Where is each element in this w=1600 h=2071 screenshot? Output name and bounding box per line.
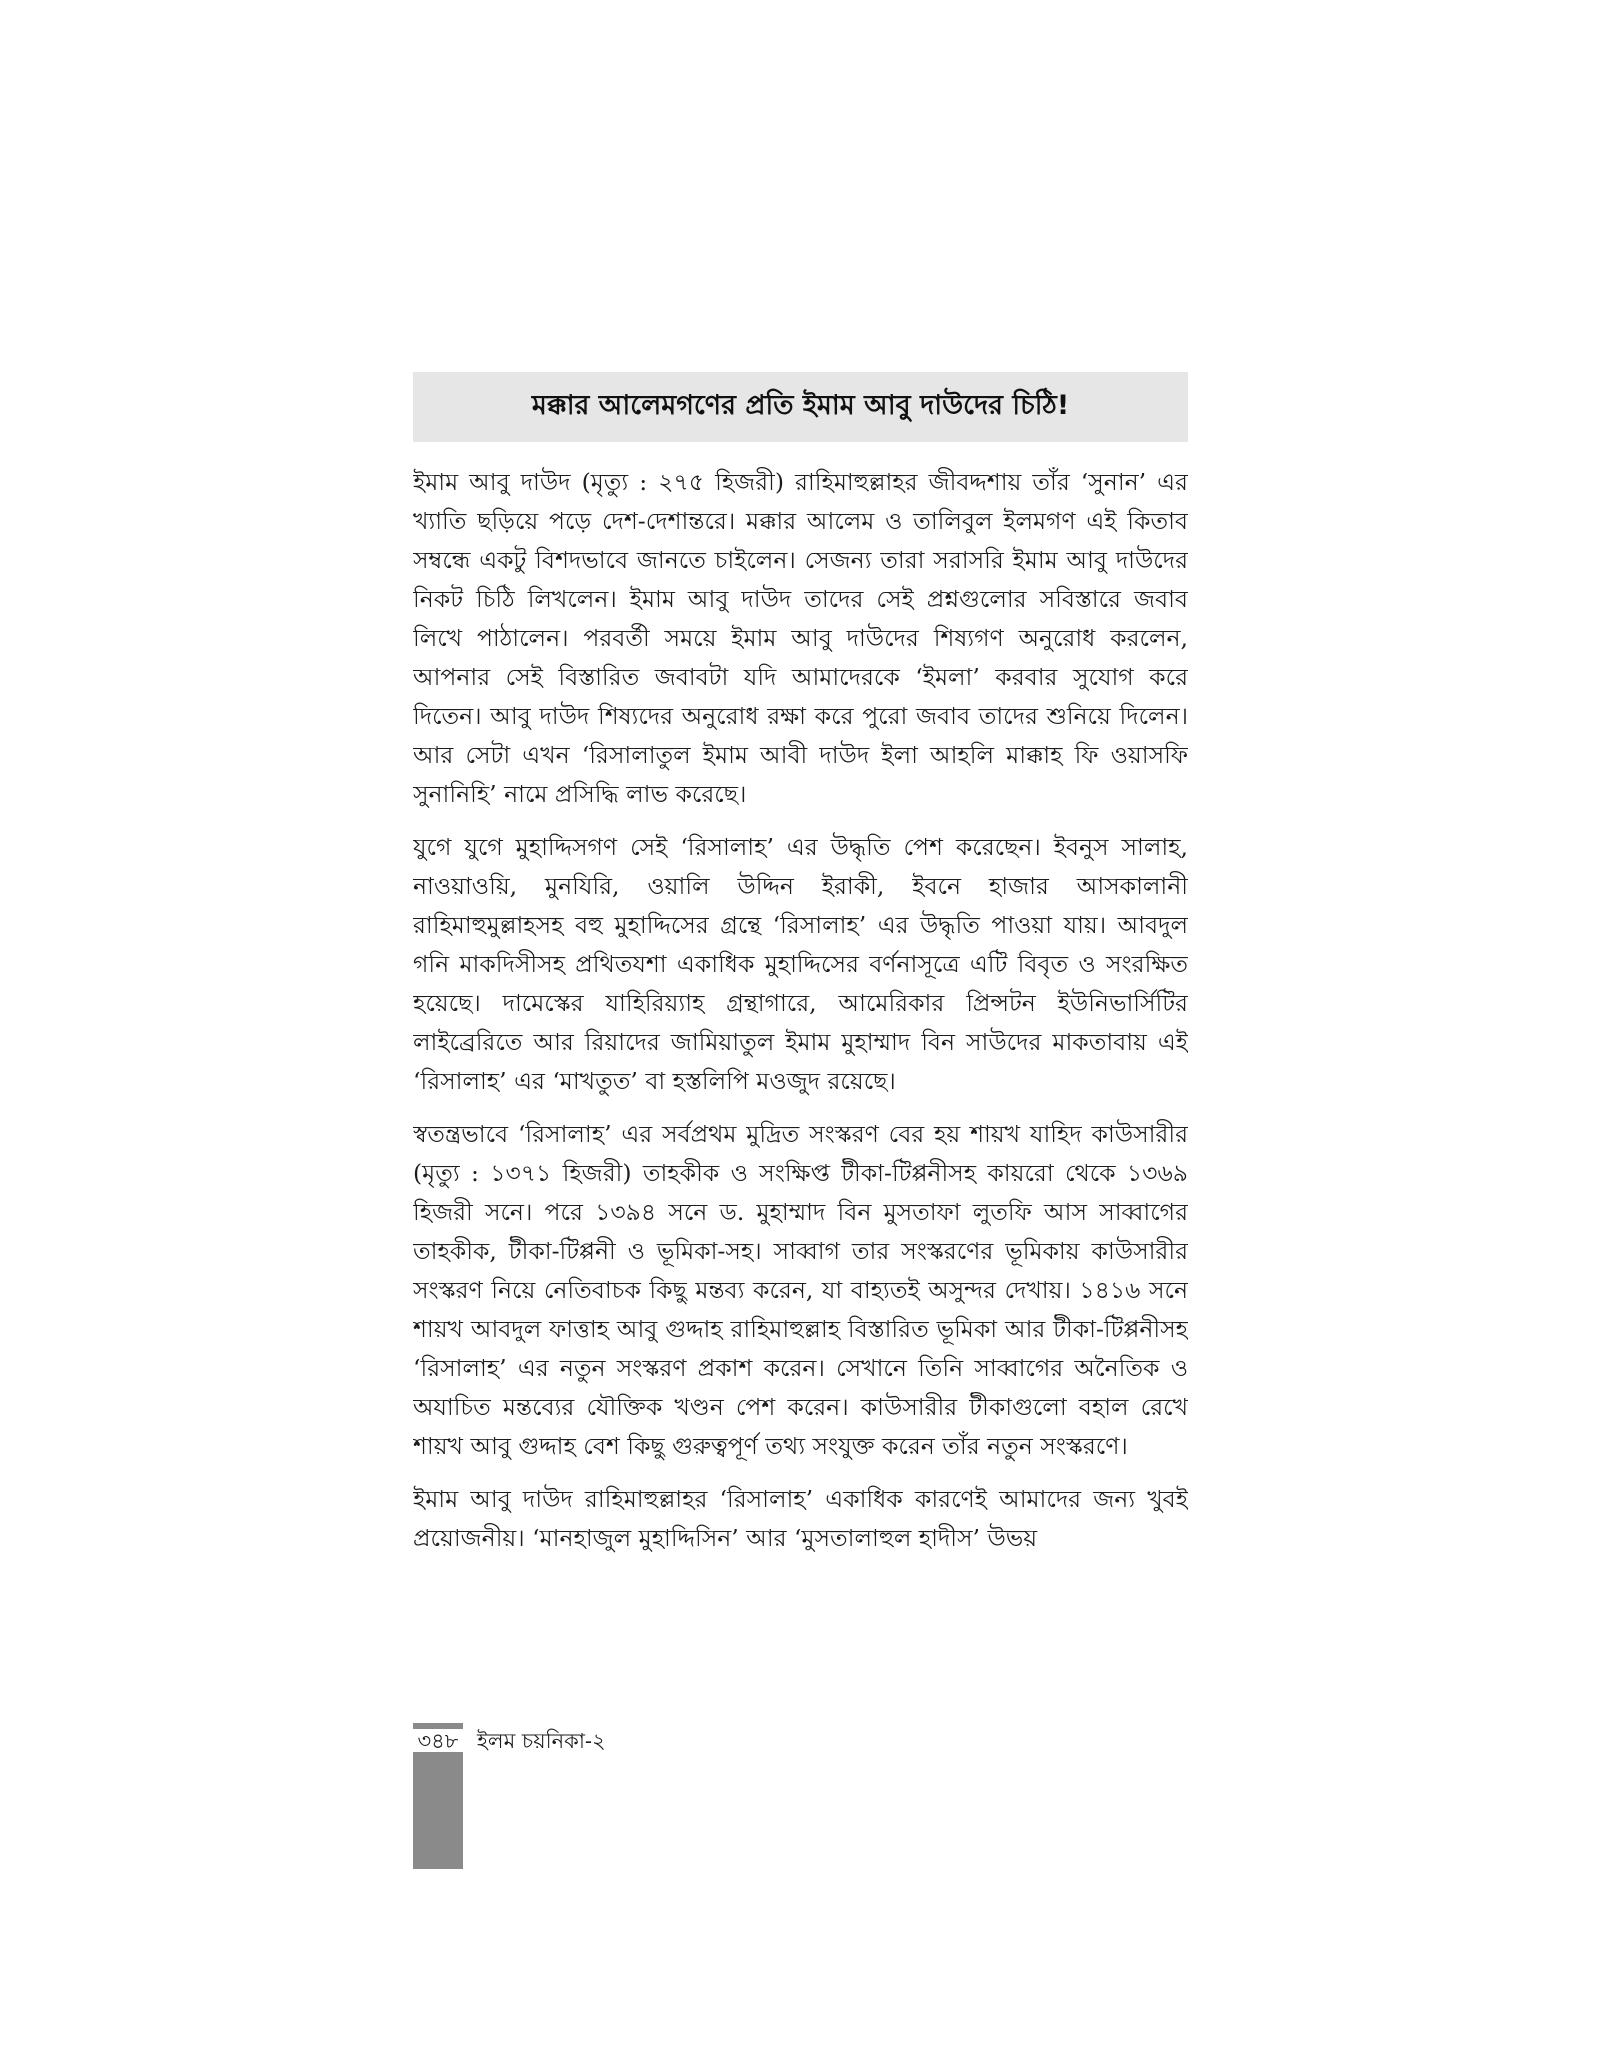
running-book-title: ইলম চয়নিকা-২	[477, 1728, 606, 1753]
page-number: ৩৪৮	[417, 1728, 459, 1753]
paragraph-4: ইমাম আবু দাউদ রাহিমাহুল্লাহর ‘রিসালাহ’ একাধিক কারণেই আমাদের জন্য খুবই প্রয়োজনীয়। ‘মানহাজুল মুহাদ্দিসিন’ আর ‘মুসতালাহুল হাদীস’ উভয়	[413, 1485, 1188, 1552]
chapter-title-banner	[413, 372, 1188, 442]
paragraph-3: স্বতন্ত্রভাবে ‘রিসালাহ’ এর সর্বপ্রথম মুদ্রিত সংস্করণ বের হয় শায়খ যাহিদ কাউসারীর (মৃত্যু : ১৩৭১ হিজরী) তাহকীক ও সংক্ষিপ্ত টীকা-টিপ্পনীসহ কায়রো থেকে ১৩৬৯ হিজরী সনে। পরে ১৩৯৪ সনে ড. মুহাম্মাদ বিন মুসতাফা লুতফি আস সাব্বাগের তাহকীক, টীকা-টিপ্পনী ও ভূমিকা-সহ। সাব্বাগ তার সংস্করণের ভূমিকায় কাউসারীর সংস্করণ নিয়ে নেতিবাচক কিছু মন্তব্য করেন, যা বাহ্যতই অসুন্দর দেখায়। ১৪১৬ সনে শায়খ আবদুল ফাত্তাহ আবু গুদ্দাহ রাহিমাহুল্লাহ বিস্তারিত ভূমিকা আর টীকা-টিপ্পনীসহ ‘রিসালাহ’ এর নতুন সংস্করণ প্রকাশ করেন। সেখানে তিনি সাব্বাগের অনৈতিক ও অযাচিত মন্তব্যের যৌক্তিক খণ্ডন পেশ করেন। কাউসারীর টীকাগুলো বহাল রেখে শায়খ আবু গুদ্দাহ বেশ কিছু গুরুত্বপূর্ণ তথ্য সংযুক্ত করেন তাঁর নতুন সংস্করণে।	[413, 1120, 1188, 1460]
paragraph-1: ইমাম আবু দাউদ (মৃত্যু : ২৭৫ হিজরী) রাহিমাহুল্লাহর জীবদ্দশায় তাঁর ‘সুনান’ এর খ্যাতি ছড়িয়ে পড়ে দেশ-দেশান্তরে। মক্কার আলেম ও তালিবুল ইলমগণ এই কিতাব সম্বন্ধে একটু বিশদভাবে জানতে চাইলেন। সেজন্য তারা সরাসরি ইমাম আবু দাউদের নিকট চিঠি লিখলেন। ইমাম আবু দাউদ তাদের সেই প্রশ্নগুলোর সবিস্তারে জবাব লিখে পাঠালেন। পরবর্তী সময়ে ইমাম আবু দাউদের শিষ্যগণ অনুরোধ করলেন, আপনার সেই বিস্তারিত জবাবটা যদি আমাদেরকে ‘ইমলা’ করবার সুযোগ করে দিতেন। আবু দাউদ শিষ্যদের অনুরোধ রক্ষা করে পুরো জবাব তাদের শুনিয়ে দিলেন। আর সেটা এখন ‘রিসালাতুল ইমাম আবী দাউদ ইলা আহলি মাক্কাহ ফি ওয়াসফি সুনানিহি’ নামে প্রসিদ্ধি লাভ করেছে।	[413, 468, 1188, 808]
paragraph-2: যুগে যুগে মুহাদ্দিসগণ সেই ‘রিসালাহ’ এর উদ্ধৃতি পেশ করেছেন। ইবনুস সালাহ, নাওয়াওয়ি, মুনযিরি, ওয়ালি উদ্দিন ইরাকী, ইবনে হাজার আসকালানী রাহিমাহুমুল্লাহসহ বহু মুহাদ্দিসের গ্রন্থে ‘রিসালাহ’ এর উদ্ধৃতি পাওয়া যায়। আবদুল গনি মাকদিসীসহ প্রথিতযশা একাধিক মুহাদ্দিসের বর্ণনাসূত্রে এটি বিবৃত ও সংরক্ষিত হয়েছে। দামেস্কের যাহিরিয়্যাহ গ্রন্থাগারে, আমেরিকার প্রিন্সটন ইউনিভার্সিটির লাইব্রেরিতে আর রিয়াদের জামিয়াতুল ইমাম মুহাম্মাদ বিন সাউদের মাকতাবায় এই ‘রিসালাহ’ এর ‘মাখতুত’ বা হস্তলিপি মওজুদ রয়েছে।	[413, 833, 1188, 1095]
chapter-title: মক্কার আলেমগণের প্রতি ইমাম আবু দাউদের চিঠি!	[531, 389, 1070, 421]
page-edge-tab	[413, 1752, 463, 1869]
body-text	[413, 463, 1188, 1698]
